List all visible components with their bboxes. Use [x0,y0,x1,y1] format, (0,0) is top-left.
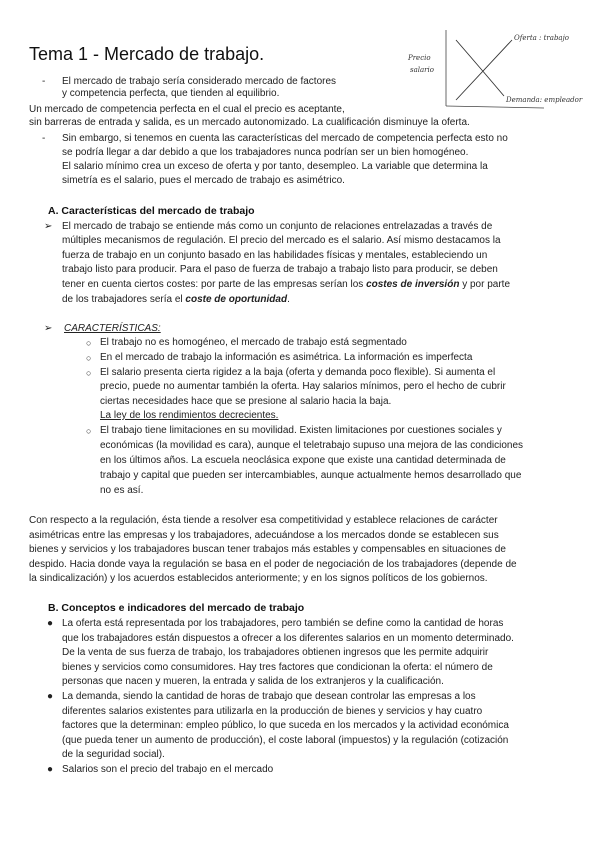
regulation-l2: asimétricas entre las empresas y los trabajadores, adecuándose a los mercados donde se establecen sus [29,530,499,541]
y-label-2: salario [410,66,434,74]
caracteristica-3-l3: ciertas necesidades hace que se presione al salario hacia la baja. [100,396,392,407]
section-b-heading: B. Conceptos e indicadores del mercado de trabajo [48,602,305,614]
section-a-heading: A. Características del mercado de trabajo [48,205,255,217]
regulation-l3: bienes y servicios y los trabajadores buscan tener trabajos más estables y compensables en situaciones de [29,544,506,555]
intro-p1-l1: Un mercado de competencia perfecta en el cual el precio es aceptante, [29,104,345,115]
caracteristica-3-l4: La ley de los rendimientos decrecientes. [100,410,279,421]
section-b-b2-l4: (que pueda tener un aumento de producción), el coste laboral (impuestos) y la regulación (cotización [62,735,509,746]
circle-bullet: ○ [86,338,92,348]
coste-oportunidad: coste de oportunidad [185,294,288,305]
section-b-b1-l1: La oferta está representada por los trabajadores, pero también se define como la cantidad de horas [62,618,504,629]
caracteristica-4-l5: no es así. [100,485,144,496]
caracteristica-4-l2: económicas (la movilidad es cara), aunque el teletrabajo supuso una mejora de las condiciones [100,440,524,451]
caracteristicas-heading: CARACTERÍSTICAS: [64,323,161,334]
caracteristica-3-l2: precio, puede no aumentar también la oferta. Hay salarios mínimos, pero el hecho de cubrir [100,381,506,392]
supply-label: Oferta : trabajo [514,34,569,42]
supply-curve [456,40,512,100]
section-b-b2-l5: de la seguridad social). [62,749,165,760]
section-a-p-l3: fuerza de trabajo en un conjunto basado en las habilidades físicas y mentales, estableciendo un [62,250,488,261]
section-b-b2-l1: La demanda, siendo la cantidad de horas de trabajo que desean controlar las empresas a los [62,691,476,702]
costes-inversion: costes de inversión [366,279,460,290]
section-b-b2-l3: factores que la determinan: empleo público, lo que suceda en los mercados y la actividad económica [62,720,509,731]
page-title: Tema 1 - Mercado de trabajo. [29,44,265,64]
regulation-l5: la sindicalización) y los acuerdos establecidos anteriormente; y en los signos políticos de los gobiernos. [29,573,488,584]
section-b-b2-l2: diferentes salarios existentes para utilizarla en la producción de bienes y servicios y hay cuatro [62,706,483,717]
disc-bullet: ● [47,618,54,629]
intro-b1-l1: El mercado de trabajo sería considerado mercado de factores [62,76,337,87]
y-label-1: Precio [408,54,431,62]
intro-b2-l4: simetría es el salario, pues el mercado de trabajo es asimétrico. [62,175,345,186]
caracteristica-2: En el mercado de trabajo la información es asimétrica. La información es imperfecta [100,352,473,363]
caracteristica-4-l3: en los últimos años. La escuela neoclásica expone que existe una cantidad determinada de [100,455,506,466]
intro-b2-l3: El salario mínimo crea un exceso de oferta y por tanto, desempleo. La variable que determina la [62,161,488,172]
disc-bullet: ● [47,691,54,702]
intro-p1-l2: sin barreras de entrada y salida, es un mercado autonomizado. La cualificación disminuye la oferta. [29,117,470,128]
section-b-b1-l3: De la venta de sus fuerza de trabajo, los trabajadores obtienen ingresos que les permite adquirir [62,647,489,658]
section-b-b1-l2: que los trabajadores están dispuestos a ofrecer a los diferentes salarios en un momento determinado. [62,633,514,644]
section-b-b1-l4: bienes y servicios como consumidores. Hay tres factores que condicionan la oferta: el número de [62,662,493,673]
demand-label: Demanda: empleador [506,96,583,104]
section-b-b3: Salarios son el precio del trabajo en el mercado [62,764,274,775]
disc-bullet: ● [47,764,54,775]
regulation-l4: despido. Hacia donde vaya la regulación se basa en el poder de negociación de los trabajadores (depende de [29,559,517,570]
arrow-bullet: ➢ [44,323,53,334]
regulation-l1: Con respecto a la regulación, ésta tiende a resolver esa competitividad y establece relaciones de carácter [29,515,498,526]
arrow-bullet: ➢ [44,221,53,232]
section-b-b1-l5: personas que nacen y mueren, la entrada y salida de los extranjeros y la cualificación. [62,676,444,687]
intro-b2-l2: se podría llegar a dar debido a que los trabajadores nunca podrían ser un bien homogéneo. [62,147,469,158]
caracteristica-4-l4: trabajo y capital que pueden ser intercambiables, aunque actualmente hemos desarrollado que [100,470,522,481]
dash-bullet: - [42,76,46,87]
circle-bullet: ○ [86,353,92,363]
intro-b1-l2: y competencia perfecta, que tienden al equilibrio. [62,88,280,99]
circle-bullet: ○ [86,368,92,378]
intro-b2-l1: Sin embargo, si tenemos en cuenta las características del mercado de competencia perfecta esto no [62,133,508,144]
demand-curve [456,40,504,96]
x-axis [446,106,544,108]
circle-bullet: ○ [86,426,92,436]
section-a-p-l6: de los trabajadores sería el coste de oportunidad. [62,294,290,305]
section-a-p-l5: tener en cuenta ciertos costes: por parte de las empresas serían los costes de inversión y por parte [62,279,511,290]
section-a-p-l2: múltiples mecanismos de regulación. El precio del mercado es el salario. Así mismo destacamos la [62,235,501,246]
caracteristica-3-l1: El salario presenta cierta rigidez a la baja (oferta y demanda poco flexible). Si aumenta el [100,367,496,378]
caracteristica-1: El trabajo no es homogéneo, el mercado de trabajo está segmentado [100,337,407,348]
section-a-p-l4: trabajo listo para producir. Para el paso de fuerza de trabajo a trabajo listo para producir, se deben [62,264,498,275]
section-a-p-l1: El mercado de trabajo se entiende más como un conjunto de relaciones entrelazadas a través de [62,221,493,232]
supply-demand-diagram [404,28,583,118]
caracteristica-4-l1: El trabajo tiene limitaciones en su movilidad. Existen limitaciones por cuestiones sociales y [100,425,502,436]
dash-bullet: - [42,133,46,144]
